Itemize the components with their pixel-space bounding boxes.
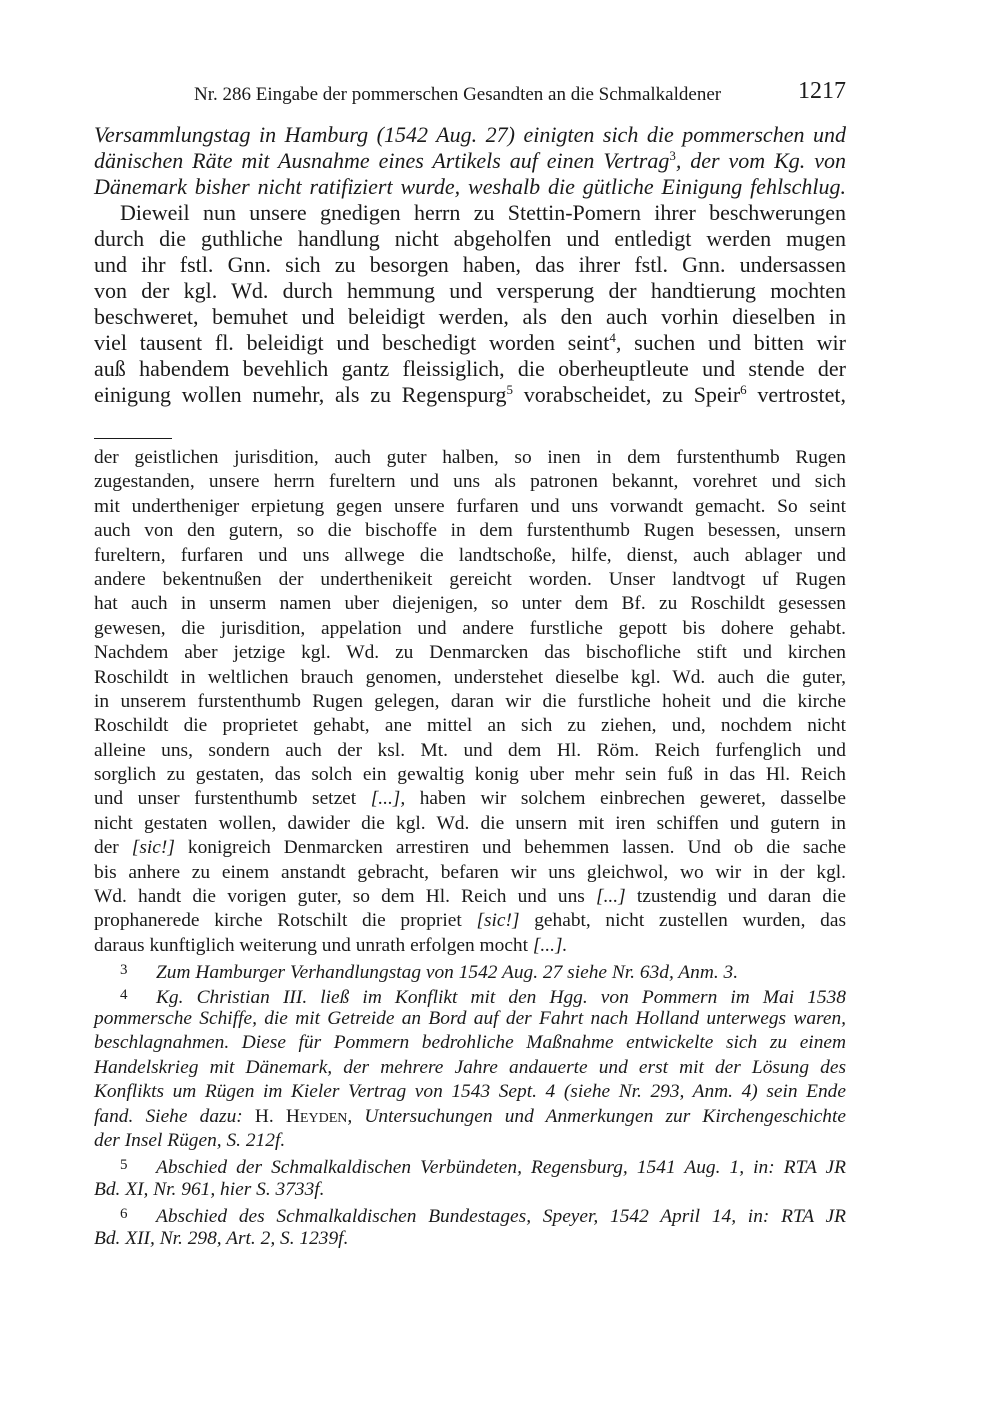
summary-line: Versammlungstag in Hamburg (1542 Aug. 27) einigten sich die pommerschen und <box>94 122 846 147</box>
footnote-line: Roschildt die proprietet gehabt, ane mittel an sich zu ziehen, und, nochdem nicht <box>94 715 846 737</box>
footnote-line: daraus kunftiglich weiterung und unrath erfolgen mocht [...]. <box>94 934 568 956</box>
footnote-line: gewesen, die jurisdition, appelation und andere furstliche gepott bis dohere gehabt. <box>94 617 846 639</box>
body-line: viel tausent fl. beleidigt und beschedigt worden seint$^4$, suchen und bitten wir <box>94 330 846 355</box>
footnote-line: Handelskrieg mit Dänemark, der mehrere Jahre andauerte und erst mit der Lösung des <box>94 1056 846 1078</box>
footnote-line: fureltern, furfaren und uns allwege die landtschoße, hilfe, dienst, auch ablager und <box>94 544 846 566</box>
body-line: und ihr fstl. Gnn. sich zu besorgen haben, das ihrer fstl. Gnn. undersassen <box>94 252 846 277</box>
footnote-line: bis anhere zu einem anstandt gebracht, befaren wir uns gleichwol, wo wir in der kgl. <box>94 861 846 883</box>
body-line: auß habendem bevehlich gantz fleissiglich, die oberheuptleute und stende der <box>94 356 846 381</box>
footnote-number: 5 <box>120 1157 128 1174</box>
footnote-line: hat auch in unserm namen uber diejenigen, so unter dem Bf. zu Roschildt gesessen <box>94 593 846 615</box>
footnote-number: 6 <box>120 1206 128 1223</box>
note-ref-4[interactable]: 4 <box>609 330 616 345</box>
page-number: 1217 <box>798 78 846 104</box>
footnote-line: prophanerede kirche Rotschilt die propriet [sic!] gehabt, nicht zustellen wurden, das <box>94 910 846 932</box>
footnote-line: zugestanden, unsere herrn fureltern und uns als patronen bekannt, vorehret und sich <box>94 471 846 493</box>
footnote-line: beschlagnahmen. Diese für Pommern bedrohliche Maßnahme entwickelte sich zu einem <box>94 1032 846 1054</box>
footnote-line: Roschildt in weltlichen brauch genomen, understehet dieselbe kgl. Wd. auch die guter, <box>94 666 846 688</box>
summary-line: Dänemark bisher nicht ratifiziert wurde, weshalb die gütliche Einigung fehlschlug. <box>94 174 846 199</box>
footnote-line: Konflikts um Rügen im Kieler Vertrag von 1543 Sept. 4 (siehe Nr. 293, Anm. 4) sein Ende <box>94 1081 846 1103</box>
footnote-line: in unserem furstenthumb Rugen gelegen, daran wir die furstliche hoheit und die kirche <box>94 690 846 712</box>
editorial-mark: [...], <box>370 788 406 810</box>
running-title: Nr. 286 Eingabe der pommerschen Gesandten an die Schmalkaldener <box>194 84 722 105</box>
summary-line: dänischen Räte mit Ausnahme eines Artikels auf einen Vertrag$^3$, der vom Kg. von <box>94 148 846 173</box>
footnote-line: Wd. handt die vorigen guter, so dem Hl. Reich und uns [...] tzustendig und daran die <box>94 886 846 908</box>
editorial-mark: [sic!] <box>131 837 175 859</box>
footnote-line: mit undertheniger erpietung gegen unsere furfaren und uns vorwandt gemacht. So seint <box>94 495 846 517</box>
footnote-line: fand. Siehe dazu: H. Heyden, Untersuchungen und Anmerkungen zur Kirchengeschichte <box>94 1105 846 1127</box>
author-name: Heyden <box>285 1105 348 1127</box>
footnote-line: Nachdem aber jetzige kgl. Wd. zu Denmarcken das bischofliche stift und kirchen <box>94 642 846 664</box>
editorial-mark: [...]. <box>532 934 568 956</box>
footnote-6: 6 Abschied des Schmalkaldischen Bundestages, Speyer, 1542 April 14, in: RTA JR <box>94 1202 846 1226</box>
footnote-line: alleine uns, sondern auch der ksl. Mt. und dem Hl. Röm. Reich furfenglich und <box>94 739 846 761</box>
footnote-line: auch von den gutern, so die bischoffe in dem furstenthumb Rugen besessen, unsern <box>94 520 846 542</box>
footnote-line: der geistlichen jurisdition, auch guter halben, so inen in dem furstenthumb Rugen <box>94 447 846 468</box>
footnote-line: andere bekentnußen der underthenikeit gereicht worden. Unser landtvogt uf Rugen <box>94 568 846 590</box>
footnote-line: der Insel Rügen, S. 212f. <box>94 1129 286 1151</box>
footnote-line: nicht gestaten wollen, dawider die kgl. Wd. die unsern mit iren schiffen und gutern in <box>94 812 846 834</box>
body-line: beschweret, bemuhet und beleidigt werden, als den auch vorhin dieselben in <box>94 304 846 329</box>
editorial-mark: [...] <box>596 886 626 908</box>
note-ref-3[interactable]: 3 <box>669 148 676 163</box>
running-header <box>94 78 846 108</box>
footnote-line: der [sic!] konigreich Denmarcken arrestiren und behemmen lassen. Und ob die sache <box>94 837 846 859</box>
footnote-line: Bd. XI, Nr. 961, hier S. 3733f. <box>94 1178 325 1200</box>
footnote-number: 3 <box>120 962 128 979</box>
note-ref-5[interactable]: 5 <box>506 382 513 397</box>
footnote-number: 4 <box>120 986 128 1003</box>
body-line: Dieweil nun unsere gnedigen herrn zu Stettin-Pomern ihrer beschwerungen <box>120 200 846 225</box>
footnote-line: pommersche Schiffe, die mit Getreide an Bord auf der Fahrt nach Holland unterwegs waren, <box>94 1007 846 1029</box>
footnote-3: 3 Zum Hamburger Verhandlungstag von 1542 Aug. 27 siehe Nr. 63d, Anm. 3. <box>94 958 846 982</box>
footnote-separator <box>94 438 172 439</box>
main-text <box>94 122 846 408</box>
editorial-mark: [sic!] <box>476 910 520 932</box>
footnote-4: 4 Kg. Christian III. ließ im Konflikt mit den Hgg. von Pommern im Mai 1538 <box>94 983 846 1007</box>
footnote-5: 5 Abschied der Schmalkaldischen Verbündeten, Regensburg, 1541 Aug. 1, in: RTA JR <box>94 1153 846 1177</box>
footnote-line: sorglich zu gestaten, das solch ein gewaltig konig uber mehr sein fuß in das Hl. Reich <box>94 764 846 786</box>
footnote-line: und unser furstenthumb setzet [...], haben wir solchem einbrechen geweret, dasselbe <box>94 788 846 810</box>
body-line: einigung wollen numehr, als zu Regenspurg$^5$ vorabscheidet, zu Speir$^6$ vertrostet, <box>94 382 846 407</box>
body-line: durch die guthliche handlung nicht abgeholfen und entledigt werden mugen <box>94 226 846 251</box>
body-line: von der kgl. Wd. durch hemmung und versperung der handtierung mochten <box>94 278 846 303</box>
footnote-line: Bd. XII, Nr. 298, Art. 2, S. 1239f. <box>94 1227 349 1249</box>
note-ref-6[interactable]: 6 <box>740 382 747 397</box>
footnotes <box>94 446 846 1251</box>
